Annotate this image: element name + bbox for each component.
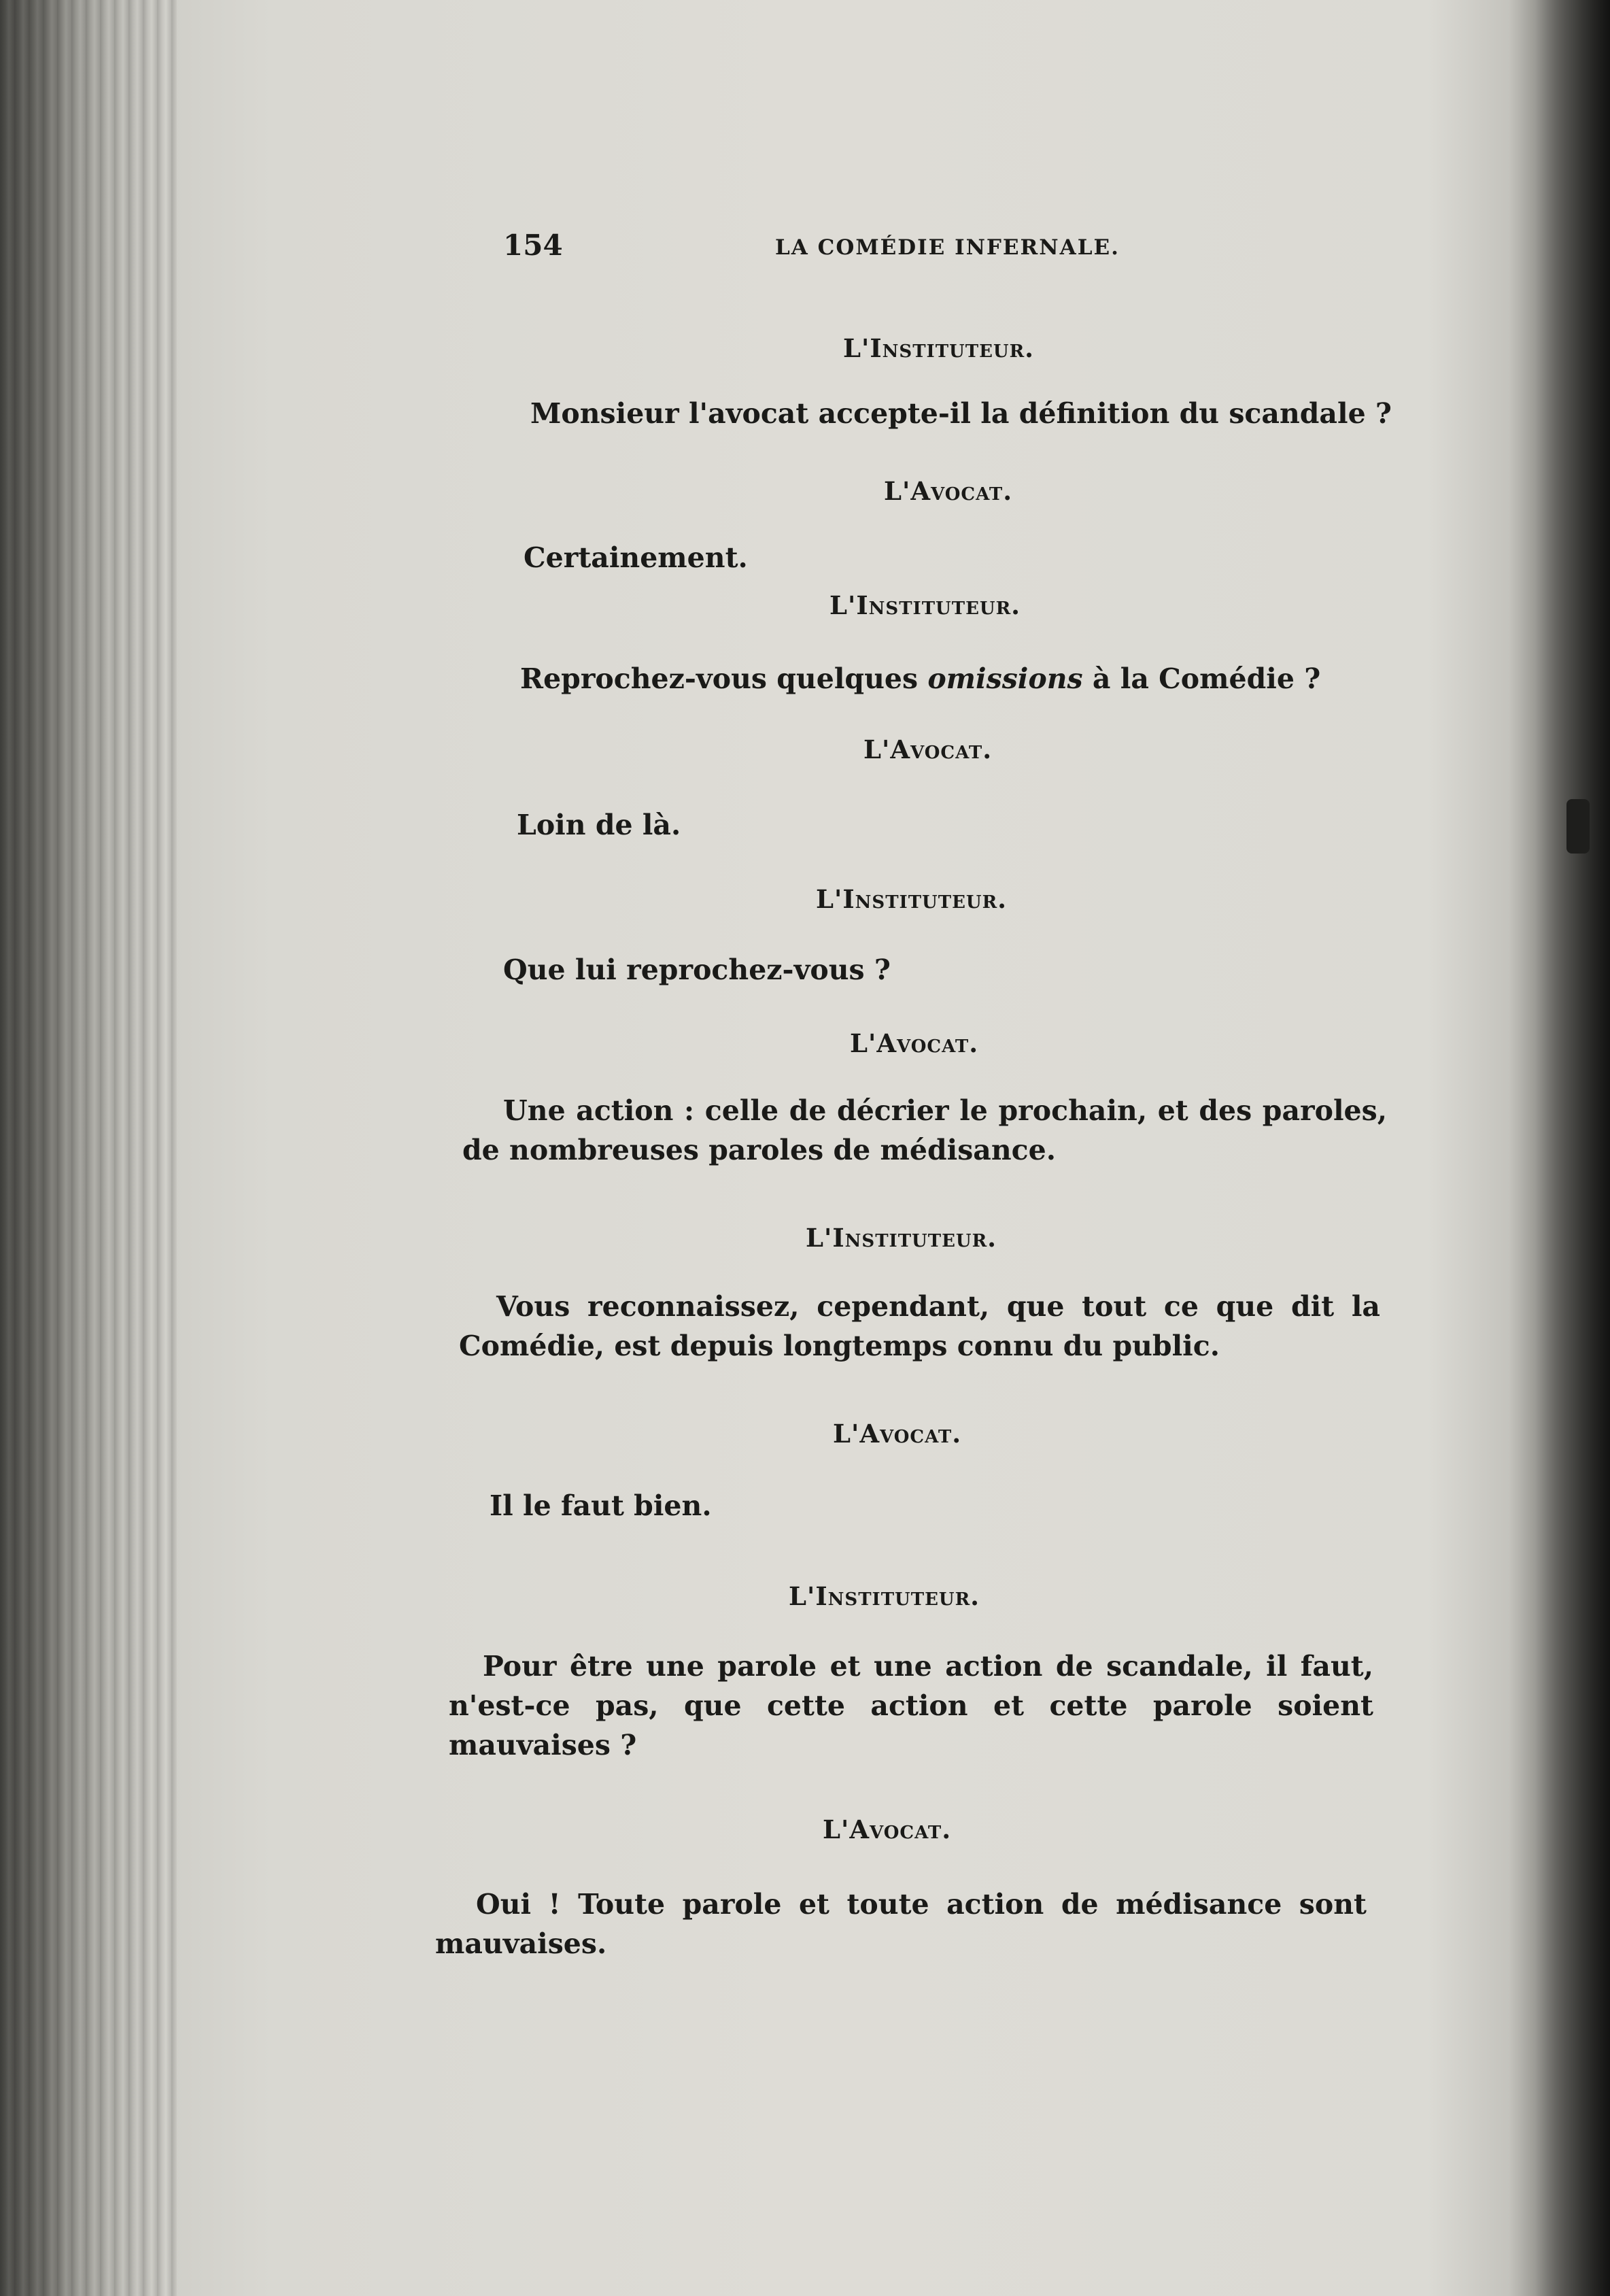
- dialogue-line: Vous reconnaissez, cependant, que tout ce que dit la: [496, 1290, 1380, 1323]
- speaker-label: L'Instituteur.: [789, 1581, 980, 1611]
- speaker-label: L'Avocat.: [884, 476, 1013, 506]
- page-edge-shadow: [1535, 0, 1610, 2296]
- speaker-label: L'Instituteur.: [806, 1223, 997, 1253]
- dialogue-line: mauvaises ?: [449, 1729, 637, 1761]
- dialogue-line: Oui ! Toute parole et toute action de médisance sont: [476, 1888, 1367, 1921]
- speaker-label: L'Instituteur.: [829, 590, 1021, 620]
- speaker-label: L'Avocat.: [850, 1028, 979, 1058]
- book-spine-shadow: [0, 0, 177, 2296]
- speaker-label: L'Avocat.: [823, 1814, 952, 1844]
- page-number: 154: [503, 229, 563, 262]
- speaker-label: L'Instituteur.: [843, 333, 1035, 363]
- dialogue-line: mauvaises.: [435, 1927, 607, 1960]
- page-text-block: [408, 224, 1401, 2061]
- running-title: LA COMÉDIE INFERNALE.: [775, 235, 1120, 260]
- dialogue-line: Il le faut bien.: [490, 1489, 712, 1522]
- dialogue-line: de nombreuses paroles de médisance.: [462, 1134, 1056, 1166]
- page-tab-mark: [1566, 799, 1590, 854]
- dialogue-line: Que lui reprochez-vous ?: [503, 953, 891, 986]
- speaker-label: L'Avocat.: [833, 1419, 962, 1449]
- dialogue-line: n'est-ce pas, que cette action et cette parole soient: [449, 1689, 1373, 1722]
- speaker-label: L'Instituteur.: [816, 884, 1008, 914]
- dialogue-line: Une action : celle de décrier le prochain, et des paroles,: [503, 1094, 1387, 1127]
- dialogue-line: Monsieur l'avocat accepte-il la définition du scandale ?: [530, 397, 1392, 430]
- dialogue-line: Reprochez-vous quelques omissions à la Comédie ?: [520, 662, 1321, 695]
- dialogue-line: Loin de là.: [517, 809, 681, 841]
- dialogue-line: Comédie, est depuis longtemps connu du public.: [459, 1330, 1220, 1362]
- dialogue-line: Pour être une parole et une action de scandale, il faut,: [483, 1650, 1373, 1683]
- speaker-label: L'Avocat.: [863, 735, 993, 764]
- dialogue-line: Certainement.: [524, 541, 748, 574]
